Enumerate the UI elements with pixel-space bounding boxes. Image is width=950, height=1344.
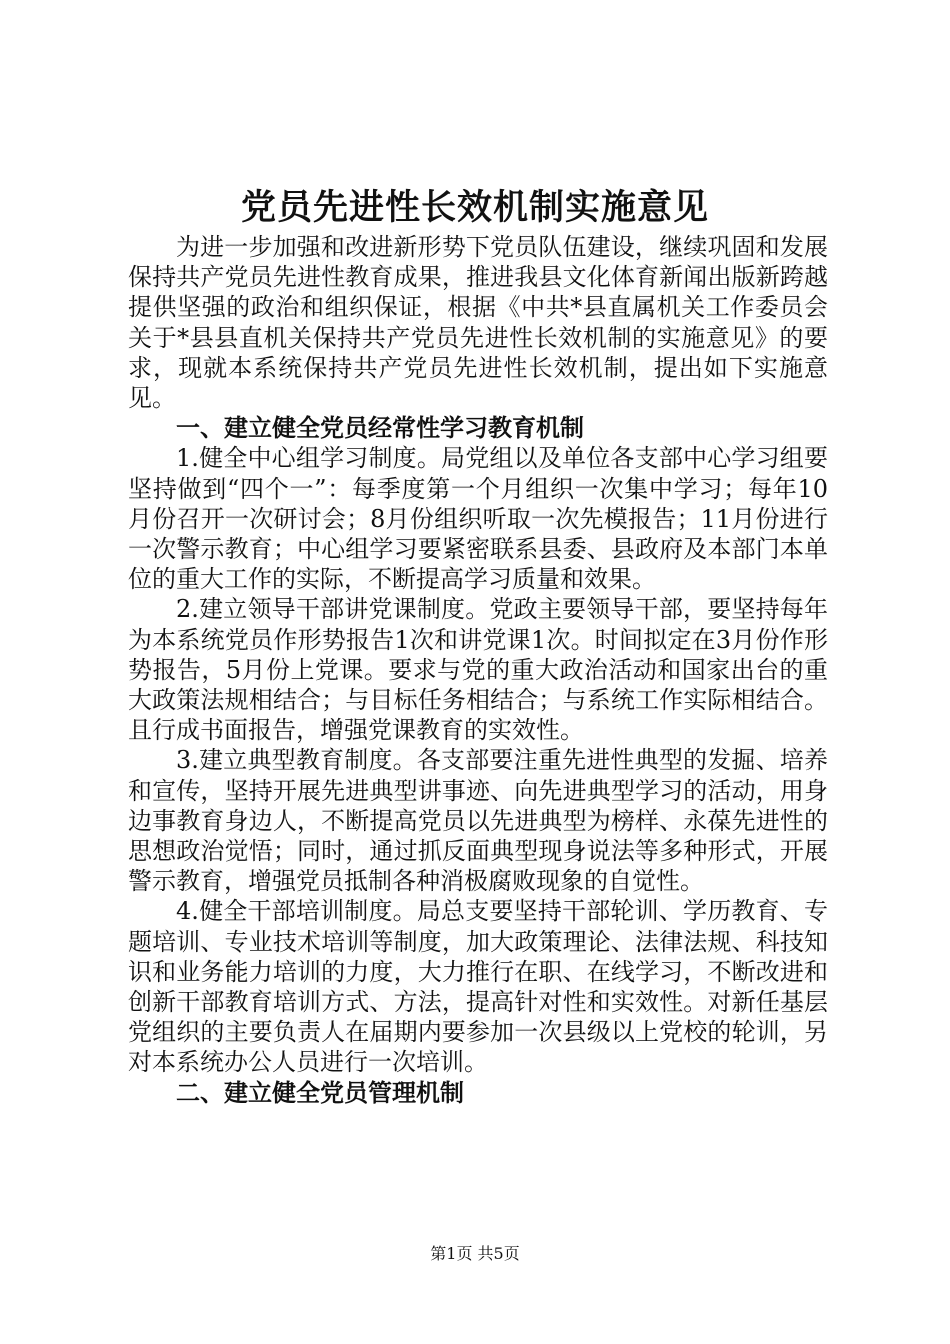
page-footer: 第1页 共5页 (430, 1244, 520, 1263)
body-paragraph-3: 3.建立典型教育制度。各支部要注重先进性典型的发掘、培养和宣传，坚持开展先进典型讲事迹、向先进典型学习的活动，用身边事教育身边人，不断提高党员以先进典型为榜样、永葆先进性的思想政治觉悟；同时，通过抓反面典型现身说法等多种形式，开展警示教育，增强党员抵制各种消极腐败现象的自觉性。 (128, 746, 828, 896)
body-paragraph-4: 4.健全干部培训制度。局总支要坚持干部轮训、学历教育、专题培训、专业技术培训等制度，加大政策理论、法律法规、科技知识和业务能力培训的力度，大力推行在职、在线学习，不断改进和创新干部教育培训方式、方法，提高针对性和实效性。对新任基层党组织的主要负责人在届期内要参加一次县级以上党校的轮训，另对本系统办公人员进行一次培训。 (128, 897, 828, 1077)
section-heading-1: 一、建立健全党员经常性学习教育机制 (176, 414, 584, 443)
section-heading-2: 二、建立健全党员管理机制 (176, 1078, 464, 1107)
body-paragraph-2: 2.建立领导干部讲党课制度。党政主要领导干部，要坚持每年为本系统党员作形势报告1次和讲党课1次。时间拟定在3月份作形势报告，5月份上党课。要求与党的重大政治活动和国家出台的重大政策法规相结合；与目标任务相结合；与系统工作实际相结合。且行成书面报告，增强党课教育的实效性。 (128, 595, 828, 745)
intro-paragraph: 为进一步加强和改进新形势下党员队伍建设，继续巩固和发展保持共产党员先进性教育成果，推进我县文化体育新闻出版新跨越提供坚强的政治和组织保证，根据《中共*县直属机关工作委员会关于*县县直机关保持共产党员先进性长效机制的实施意见》的要求，现就本系统保持共产党员先进性长效机制，提出如下实施意见。 (128, 233, 828, 413)
document-title: 党员先进性长效机制实施意见 (240, 188, 709, 228)
document-body (128, 232, 828, 1108)
body-paragraph-1: 1.健全中心组学习制度。局党组以及单位各支部中心学习组要坚持做到“四个一”：每季度第一个月组织一次集中学习；每年10月份召开一次研讨会；8月份组织听取一次先模报告；11月份进行一次警示教育；中心组学习要紧密联系县委、县政府及本部门本单位的重大工作的实际，不断提高学习质量和效果。 (128, 444, 828, 594)
